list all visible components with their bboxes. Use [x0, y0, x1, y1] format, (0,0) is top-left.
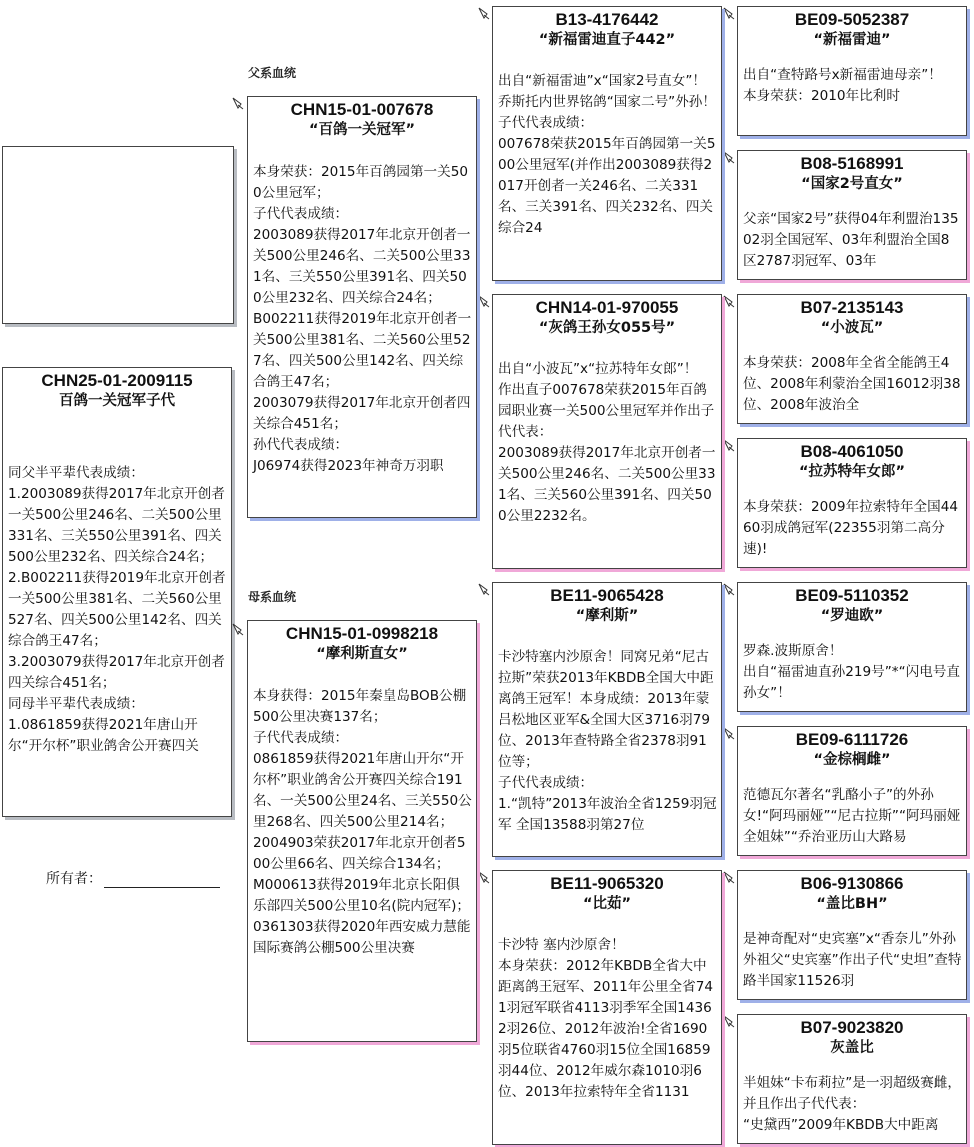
expand-ddd-icon[interactable] — [723, 1014, 735, 1028]
ssd-description: 父亲“国家2号”获得04年利盟治13502羽全国冠军、03年利盟治全国8区2787羽冠军、03年 — [743, 211, 959, 269]
sire-sire-description: 出自“新福雷迪”x“国家2号直女”！乔斯托内世界铭鸽“国家二号”外孙！ 子代代表成绩： 007678荣获2015年百鸽园第一关500公里冠军(并作出2003089获得2017开创者一关246名、二关331名、三关391名、四关232名、四关综合24 — [498, 73, 716, 236]
dam-card[interactable] — [247, 620, 477, 1042]
subject-description: 同父半平辈代表成绩： 1.2003089获得2017年北京开创者一关500公里246名、二关500公里331名、三关550公里391名、四关500公里232名、四关综合24名； 2.B002211获得2019年北京开创者一关500公里381名、二关560公里527名、四关500公里142名、四关综合鸽王47名； 3.2003079获得2017年北京开创者四关综合451名； 同母半平辈代表成绩： 1.0861859获得2021年唐山开尔“开尔杯”职业鸽舍公开赛四关 — [8, 465, 226, 754]
sss-ring-number: BE09-5052387 — [794, 10, 910, 29]
sire-card[interactable] — [247, 96, 477, 518]
dam-sire-name: “摩利斯” — [575, 608, 639, 624]
dds-name: “盖比BH” — [816, 896, 888, 912]
sire-dam-name: “灰鸽王孙女055号” — [538, 320, 676, 336]
dss-name: “罗迪欧” — [820, 608, 884, 624]
sdd-card[interactable] — [737, 438, 967, 568]
dam-dam-ring-number: BE11-9065320 — [550, 874, 664, 893]
dam-dam-card[interactable] — [492, 870, 722, 1145]
ssd-name: “国家2号直女” — [801, 176, 903, 192]
sdd-description: 本身荣获：2009年拉索特年全国4460羽成鸽冠军(22355羽第二高分速)! — [743, 499, 959, 557]
dds-card[interactable] — [737, 870, 967, 1000]
paternal-label: 父系血统 — [248, 66, 297, 80]
expand-ss-icon[interactable] — [478, 6, 490, 20]
expand-ssd-icon[interactable] — [723, 150, 735, 164]
subject-card[interactable] — [2, 367, 232, 817]
ssd-card[interactable] — [737, 150, 967, 280]
sss-card[interactable] — [737, 6, 967, 136]
sss-description: 出自“查特路号x新福雷迪母亲”！ 本身荣获：2010年比利时 — [743, 67, 942, 104]
sire-dam-ring-number: CHN14-01-970055 — [535, 298, 679, 317]
owner-label: 所有者： — [46, 871, 102, 887]
sire-dam-description: 出自“小波瓦”x“拉苏特年女郎”！ 作出直子007678荣获2015年百鸽园职业赛一关500公里冠军并作出子代代表： 2003089获得2017年北京开创者一关500公里246名、二关500公里331名、三关560公里391名、四关500公里2232名。 — [498, 361, 716, 524]
dam-ring-number: CHN15-01-0998218 — [285, 624, 439, 643]
expand-dam-icon[interactable] — [232, 622, 244, 636]
sss-name: “新福雷迪” — [813, 32, 891, 48]
subject-name: 百鸽一关冠军子代 — [59, 393, 175, 409]
expand-sd-icon[interactable] — [478, 294, 490, 308]
sds-card[interactable] — [737, 294, 967, 424]
expand-sds-icon[interactable] — [723, 294, 735, 308]
dss-description: 罗森.波斯原舍！ 出自“福雷迪直孙219号”*“闪电号直孙女”！ — [743, 643, 960, 701]
sire-sire-name: “新福雷迪直子442” — [538, 32, 676, 48]
dds-ring-number: B06-9130866 — [800, 874, 904, 893]
owner-line[interactable] — [104, 873, 220, 888]
dam-name: “摩利斯直女” — [316, 646, 408, 662]
sds-name: “小波瓦” — [820, 320, 884, 336]
expand-sss-icon[interactable] — [723, 6, 735, 20]
dam-sire-card[interactable] — [492, 582, 722, 857]
sds-description: 本身荣获：2008年全省全能鸽王4位、2008年利蒙治全国16012羽38位、2008年波治全 — [743, 355, 961, 413]
dsd-name: “金棕榈雌” — [813, 752, 891, 768]
ddd-description: 半姐妹“卡布莉拉”是一羽超级赛雌，并且作出子代代表： “史黛西”2009年KBDB大中距离 — [743, 1075, 961, 1133]
expand-dds-icon[interactable] — [723, 870, 735, 884]
expand-sdd-icon[interactable] — [723, 438, 735, 452]
ddd-card[interactable] — [737, 1014, 967, 1144]
owner-field — [46, 868, 220, 888]
expand-ds-icon[interactable] — [478, 582, 490, 596]
dam-dam-description: 卡沙特 塞内沙原舍！ 本身荣获：2012年KBDB全省大中距离鸽王冠军、2011年公里全省741羽冠军联省4113羽季军全国14362羽26位、2012年波治!全省1690羽5位联省4760羽15位全国16859羽44位、2012年威尔森1010羽6位、2013年拉索特年全省1131 — [498, 937, 714, 1100]
sire-dam-card[interactable] — [492, 294, 722, 569]
dsd-ring-number: BE09-6111726 — [795, 730, 909, 749]
ddd-name: 灰盖比 — [830, 1040, 874, 1056]
expand-sire-icon[interactable] — [232, 96, 244, 110]
sire-sire-card[interactable] — [492, 6, 722, 281]
sdd-name: “拉苏特年女郎” — [798, 464, 906, 480]
expand-dsd-icon[interactable] — [723, 726, 735, 740]
sire-ring-number: CHN15-01-007678 — [290, 100, 434, 119]
maternal-label: 母系血统 — [248, 590, 297, 604]
dam-description: 本身获得：2015年秦皇岛BOB公棚500公里决赛137名； 子代代表成绩： 0861859获得2021年唐山开尔“开尔杯”职业鸽舍公开赛四关综合191名、一关500公里24名、三关550公里268名、四关500公里214名； 2004903荣获2017年北京开创者500公里66名、四关综合134名； M000613获得2019年北京长阳俱乐部四关500公里10名(院内冠军)； 0361303获得2020年西安威力慧能国际赛鸽公棚500公里决赛 — [253, 688, 472, 956]
subject-ring-number: CHN25-01-2009115 — [41, 371, 193, 390]
sire-description: 本身荣获：2015年百鸽园第一关500公里冠军； 子代代表成绩： 2003089获得2017年北京开创者一关500公里246名、二关500公里331名、三关550公里391名、四关500公里232名、四关综合24名； B002211获得2019年北京开创者一关500公里381名、二关560公里527名、四关500公里142名、四关综合鸽王47名； 2003079获得2017年北京开创者四关综合451名； 孙代代表成绩： J06974获得2023年神奇万羽职 — [253, 164, 472, 474]
expand-dd-icon[interactable] — [478, 870, 490, 884]
photo-frame — [2, 146, 234, 324]
sds-ring-number: B07-2135143 — [800, 298, 904, 317]
expand-dss-icon[interactable] — [723, 582, 735, 596]
dsd-description: 范德瓦尔著名“乳酪小子”的外孙女!“阿玛丽娅”“尼古拉斯”“阿玛丽娅全姐妹”“乔治亚历山大路易 — [743, 787, 961, 845]
sire-sire-ring-number: B13-4176442 — [555, 10, 659, 29]
dam-sire-description: 卡沙特塞内沙原舍！同窝兄弟“尼古拉斯”荣获2013年KBDB全国大中距离鸽王冠军！本身成绩：2013年蒙吕松地区亚军&全国大区3716羽79位、2013年查特路全省2378羽91位等； 子代代表成绩： 1.“凯特”2013年波治全省1259羽冠军 全国13588羽第27位 — [498, 649, 717, 833]
dss-ring-number: BE09-5110352 — [795, 586, 909, 605]
dss-card[interactable] — [737, 582, 967, 712]
dds-description: 是神奇配对“史宾塞”x“香奈儿”外孙外祖父“史宾塞”作出子代“史坦”查特路半国家11526羽 — [743, 931, 962, 989]
ddd-ring-number: B07-9023820 — [800, 1018, 904, 1037]
sire-name: “百鸽一关冠军” — [308, 122, 416, 138]
dsd-card[interactable] — [737, 726, 967, 856]
sdd-ring-number: B08-4061050 — [800, 442, 904, 461]
dam-sire-ring-number: BE11-9065428 — [550, 586, 664, 605]
ssd-ring-number: B08-5168991 — [800, 154, 904, 173]
dam-dam-name: “比茹” — [582, 896, 632, 912]
